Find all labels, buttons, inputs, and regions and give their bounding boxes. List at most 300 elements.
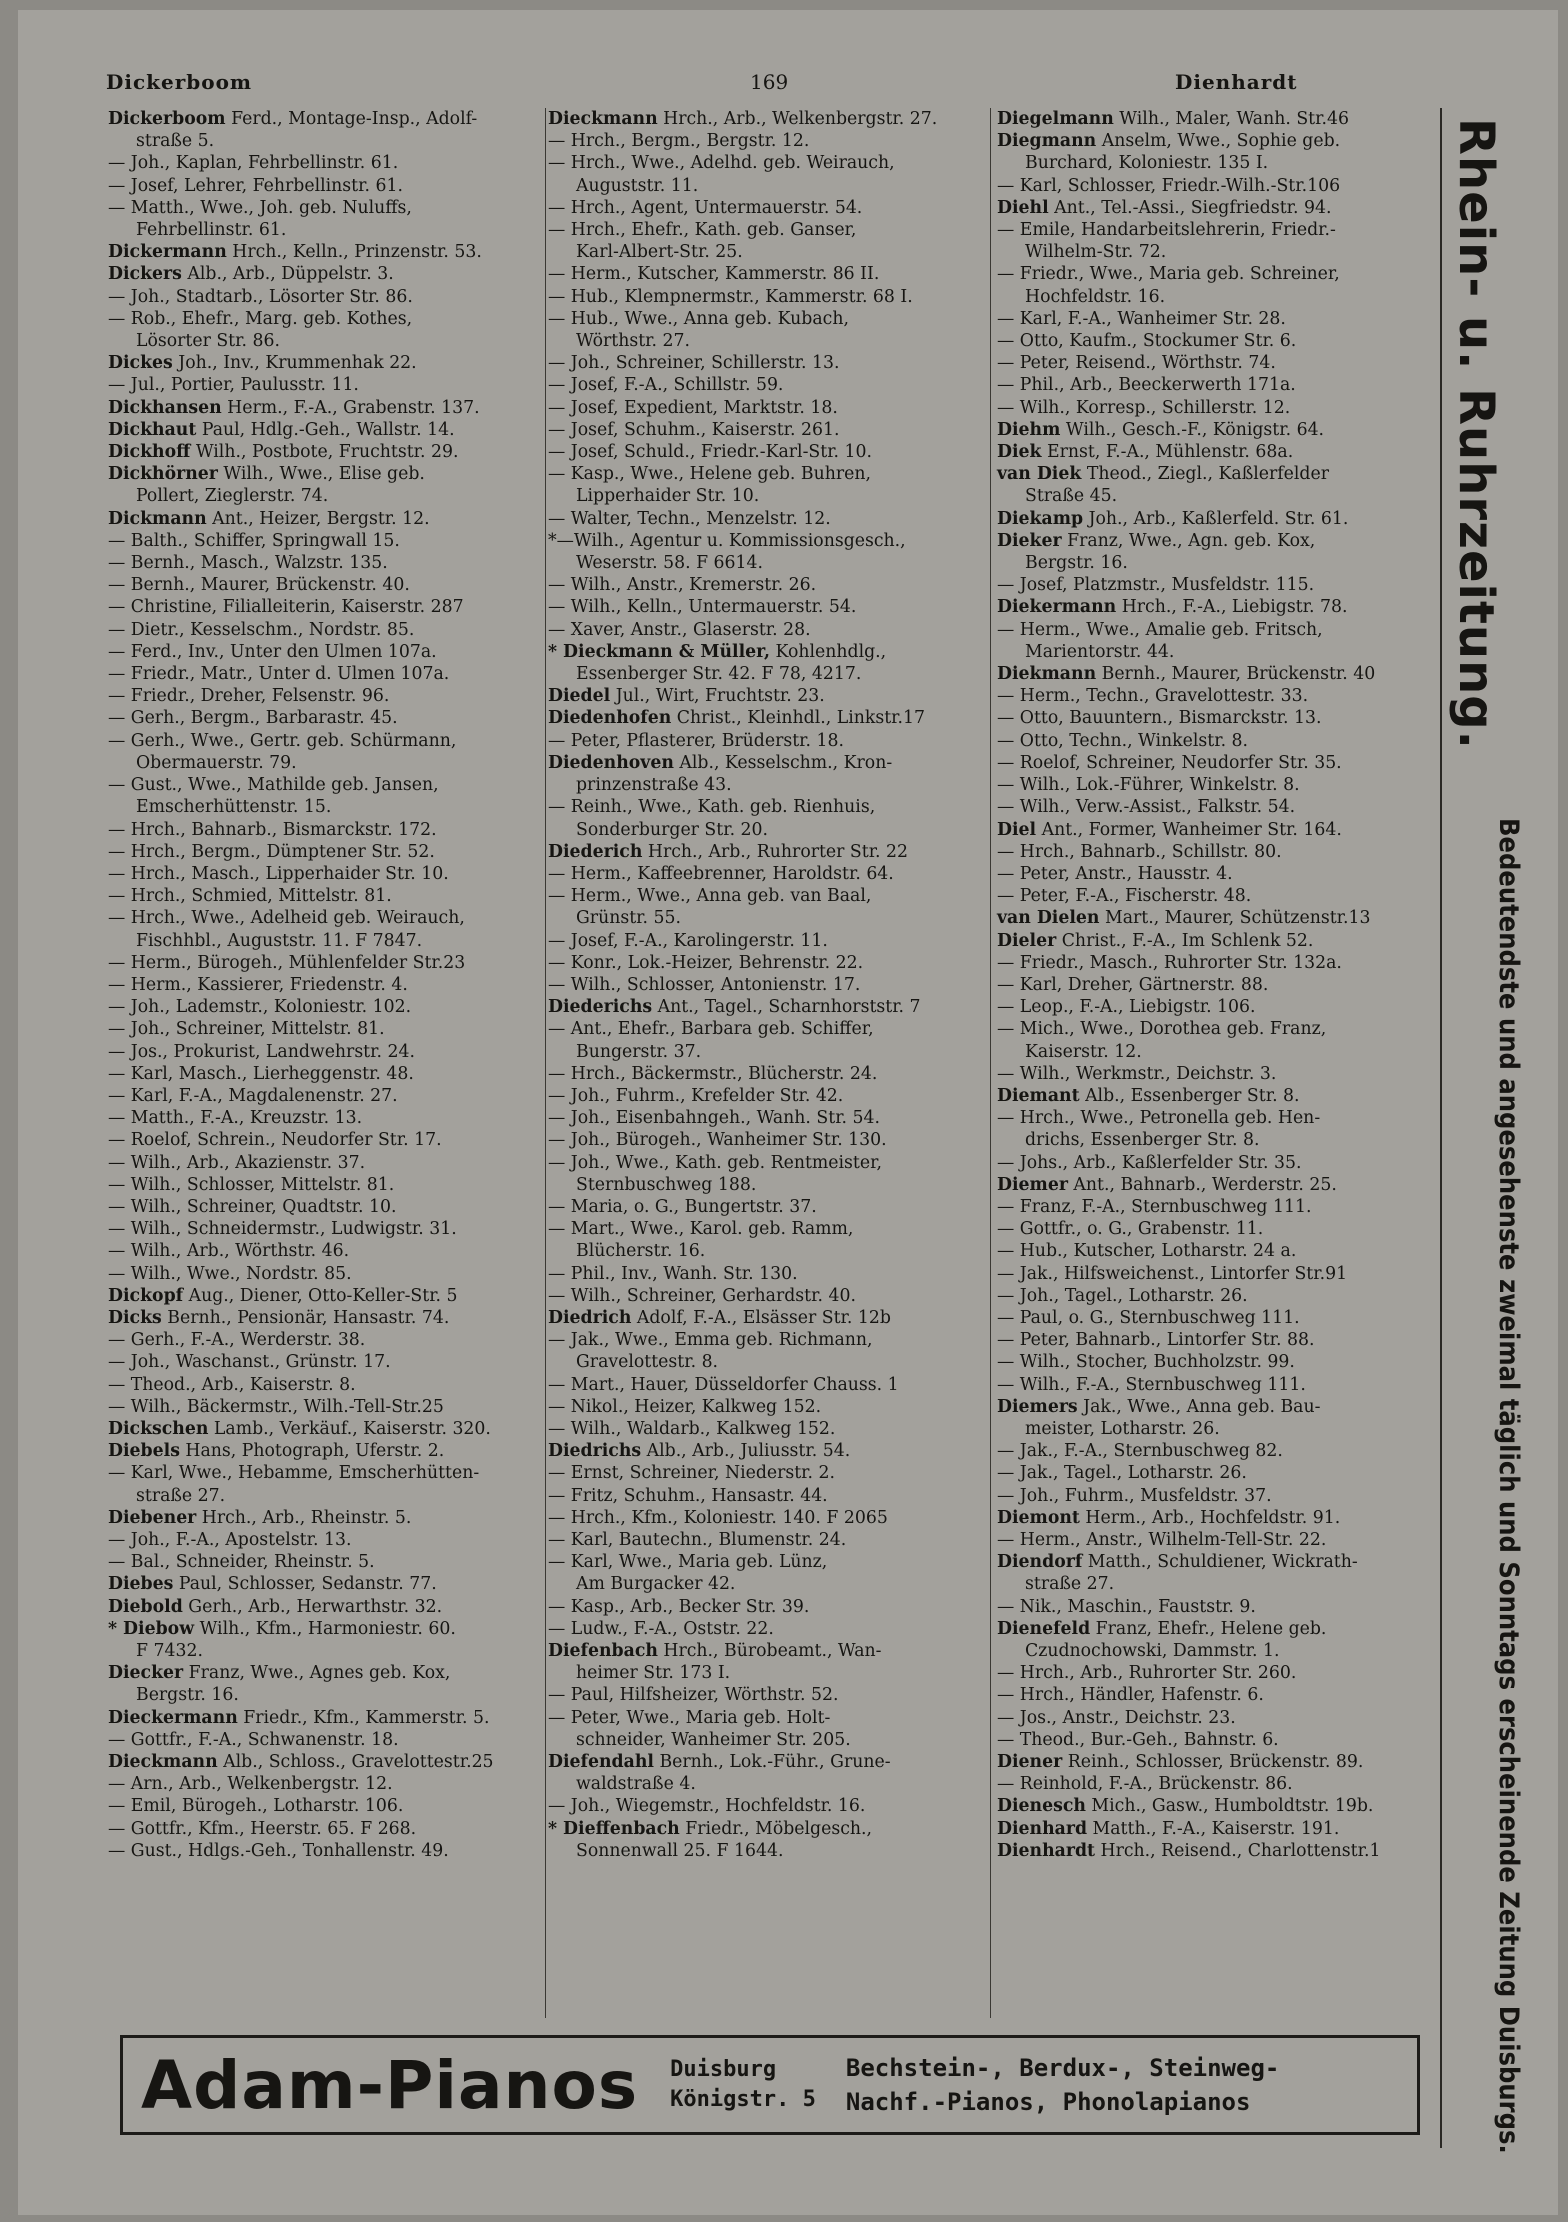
entry-surname: —	[997, 1307, 1015, 1328]
ad-brands-line-1: Bechstein-, Berdux-, Steinweg-	[845, 2054, 1280, 2082]
entry-surname: —	[997, 308, 1015, 329]
entry-details: Joh., Inv., Krummenhak 22.	[172, 353, 417, 374]
ad-brands	[846, 2051, 1279, 2119]
entry-details: Leop., F.-A., Liebigstr. 106.	[1014, 997, 1256, 1018]
directory-entry	[548, 308, 988, 352]
entry-details: Wilh., Lok.-Führer, Winkelstr. 8.	[1014, 775, 1300, 796]
entry-surname: —	[548, 1374, 566, 1395]
directory-entry	[548, 1418, 988, 1440]
entry-surname: Dickes	[108, 353, 173, 374]
directory-entry	[997, 1307, 1437, 1329]
directory-entry	[548, 1440, 988, 1462]
directory-entry	[548, 1818, 988, 1862]
directory-entry	[997, 419, 1437, 441]
entry-details: Wilh., Maler, Wanh. Str.46	[1113, 109, 1349, 129]
entry-details: Ant., Ehefr., Barbara geb. Schiffer,	[565, 1019, 874, 1040]
directory-entry	[108, 1773, 538, 1795]
directory-entry	[548, 1107, 988, 1129]
directory-entry	[108, 1596, 538, 1618]
directory-entry	[548, 1307, 988, 1329]
entry-surname: —	[997, 1485, 1015, 1506]
entry-surname: —	[108, 730, 126, 751]
entry-surname: Dienhardt	[997, 1840, 1096, 1861]
directory-entry	[108, 1840, 538, 1862]
directory-entry	[108, 530, 538, 552]
entry-surname: —	[997, 1063, 1015, 1084]
entry-details: Jak., Hilfsweichenst., Lintorfer Str.91	[1014, 1263, 1348, 1284]
directory-entry	[108, 1818, 538, 1840]
directory-entry	[997, 774, 1437, 796]
directory-entry	[108, 663, 538, 685]
directory-entry	[997, 1329, 1437, 1351]
entry-details: Peter, F.-A., Fischerstr. 48.	[1014, 886, 1252, 907]
entry-details: Christ., Kleinhdl., Linkstr.17	[671, 708, 925, 729]
directory-entry	[548, 730, 988, 752]
entry-details: Alb., Arb., Düppelstr. 3.	[181, 264, 394, 285]
directory-entry	[548, 530, 988, 574]
directory-entry	[108, 596, 538, 618]
entry-surname: Diedenhoven	[548, 752, 674, 773]
entry-surname: —	[548, 286, 566, 307]
entry-details: Hub., Wwe., Anna geb. Kubach,	[565, 308, 849, 329]
directory-entry	[108, 952, 538, 974]
entry-details: Hrch., Ehefr., Kath. geb. Ganser,	[565, 220, 857, 241]
entry-details: Paul, o. G., Sternbuschweg 111.	[1014, 1307, 1300, 1328]
directory-entry	[108, 1729, 538, 1751]
side-ad-tagline: Bedeutendste und angesehenste zweimal täglich und Sonntags erscheinende Zeitung Duisburgs.	[1493, 818, 1524, 2154]
entry-surname: —	[997, 1374, 1015, 1395]
directory-entry	[108, 1152, 538, 1174]
entry-details: Hrch., Agent, Untermauerstr. 54.	[565, 197, 863, 218]
entry-details: Karl, Masch., Lierheggenstr. 48.	[125, 1063, 414, 1084]
entry-surname: Dienhard	[997, 1818, 1088, 1839]
entry-surname: Dickermann	[108, 242, 227, 263]
directory-entry	[108, 1440, 538, 1462]
entry-surname: —	[108, 308, 126, 329]
directory-entry	[997, 574, 1437, 596]
directory-entry	[548, 397, 988, 419]
entry-details: Jul., Wirt, Fruchtstr. 23.	[610, 686, 825, 707]
directory-entry	[997, 1662, 1437, 1684]
entry-details: Herm., Wwe., Anna geb. van Baal,	[565, 886, 872, 907]
entry-details: Gerh., F.-A., Werderstr. 38.	[125, 1330, 366, 1351]
entry-surname: —	[997, 1241, 1015, 1262]
directory-entry	[108, 152, 538, 174]
entry-surname: —	[548, 131, 566, 152]
entry-surname: —	[548, 575, 566, 596]
entry-surname: *—	[548, 530, 574, 551]
entry-surname: —	[548, 1152, 566, 1173]
entry-continuation: Essenberger Str. 42. F 78, 4217.	[576, 664, 862, 685]
directory-entry	[548, 1551, 988, 1595]
ad-city: Duisburg	[670, 2057, 777, 2082]
directory-entry	[108, 419, 538, 441]
entry-surname: —	[997, 1707, 1015, 1728]
directory-entry	[108, 574, 538, 596]
directory-entry	[548, 219, 988, 263]
entry-surname: —	[108, 1063, 126, 1084]
directory-entry	[108, 1529, 538, 1551]
entry-details: Joh., Schreiner, Mittelstr. 81.	[125, 1019, 385, 1040]
directory-entry	[997, 397, 1437, 419]
entry-surname: Diecker	[108, 1663, 184, 1684]
entry-surname: Diekamp	[997, 508, 1084, 529]
entry-continuation: straße 27.	[1025, 1574, 1115, 1595]
entry-surname: —	[108, 1152, 126, 1173]
entry-surname: —	[548, 1618, 566, 1639]
entry-details: Wilh., Wwe., Nordstr. 85.	[125, 1263, 352, 1284]
directory-entry	[108, 1129, 538, 1151]
entry-surname: Diegelmann	[997, 109, 1114, 129]
entry-details: Jak., Wwe., Emma geb. Richmann,	[565, 1330, 873, 1351]
directory-entry	[548, 508, 988, 530]
directory-entry	[108, 352, 538, 374]
entry-details: Ferd., Montage-Insp., Adolf-	[225, 109, 478, 129]
entry-continuation: Blücherstr. 16.	[576, 1241, 706, 1262]
entry-surname: Diemant	[997, 1085, 1080, 1106]
directory-entry	[548, 286, 988, 308]
column-divider	[545, 108, 546, 2018]
entry-surname: Dieker	[997, 530, 1062, 551]
directory-entry	[997, 885, 1437, 907]
entry-surname: —	[548, 220, 566, 241]
entry-surname: * Diebow	[108, 1618, 195, 1639]
entry-surname: —	[548, 419, 566, 440]
entry-surname: —	[548, 508, 566, 529]
entry-surname: —	[997, 1152, 1015, 1173]
entry-surname: —	[997, 397, 1015, 418]
entry-details: Reinh., Wwe., Kath. geb. Rienhuis,	[565, 797, 876, 818]
entry-details: Ant., Bahnarb., Werderstr. 25.	[1067, 1174, 1337, 1195]
entry-details: Joh., Tagel., Lotharstr. 26.	[1014, 1285, 1248, 1306]
directory-entry	[997, 1462, 1437, 1484]
entry-details: Ernst, F.-A., Mühlenstr. 68a.	[1041, 442, 1294, 463]
entry-details: Gerh., Arb., Herwarthstr. 32.	[182, 1596, 443, 1617]
entry-details: Jul., Portier, Paulusstr. 11.	[125, 375, 359, 396]
directory-entry	[548, 1329, 988, 1373]
entry-surname: —	[997, 264, 1015, 285]
entry-surname: —	[548, 886, 566, 907]
entry-continuation: Karl-Albert-Str. 25.	[576, 242, 743, 263]
entry-surname: —	[548, 1330, 566, 1351]
entry-surname: Diebold	[108, 1596, 183, 1617]
directory-entry	[997, 685, 1437, 707]
entry-surname: —	[548, 375, 566, 396]
entry-details: Ant., Heizer, Bergstr. 12.	[206, 508, 430, 529]
directory-entry	[108, 1329, 538, 1351]
directory-entry	[997, 441, 1437, 463]
entry-continuation: prinzenstraße 43.	[576, 775, 732, 796]
entry-surname: —	[548, 464, 566, 485]
entry-surname: Dienesch	[997, 1796, 1086, 1817]
entry-details: Hrch., Bürobeamt., Wan-	[657, 1641, 882, 1662]
ad-brands-line-2: Nachf.-Pianos, Phonolapianos	[845, 2088, 1251, 2116]
entry-continuation: straße 5.	[136, 131, 215, 152]
entry-details: Hrch., Kelln., Prinzenstr. 53.	[226, 242, 482, 263]
entry-surname: —	[108, 1840, 126, 1861]
directory-entry	[997, 1396, 1437, 1440]
entry-surname: —	[548, 1219, 566, 1240]
entry-surname: —	[548, 1485, 566, 1506]
entry-details: Friedr., Masch., Ruhrorter Str. 132a.	[1014, 952, 1342, 973]
entry-details: Theod., Ziegl., Kaßlerfelder	[1081, 464, 1329, 485]
entry-continuation: Bergstr. 16.	[1025, 553, 1128, 574]
directory-entry	[548, 574, 988, 596]
directory-entry	[108, 397, 538, 419]
entry-details: Alb., Kesselschm., Kron-	[673, 752, 893, 773]
directory-entry	[108, 974, 538, 996]
directory-entry	[108, 1707, 538, 1729]
directory-entry	[548, 1751, 988, 1795]
directory-entry	[108, 1307, 538, 1329]
entry-details: Joh., Arb., Kaßlerfeld. Str. 61.	[1083, 508, 1349, 529]
entry-details: Hrch., Bergm., Bergstr. 12.	[565, 131, 810, 152]
entry-surname: * Dieckmann & Müller,	[548, 641, 771, 662]
entry-surname: —	[997, 375, 1015, 396]
entry-surname: —	[997, 775, 1015, 796]
directory-entry	[997, 530, 1437, 574]
directory-entry	[108, 907, 538, 951]
entry-details: Johs., Arb., Kaßlerfelder Str. 35.	[1014, 1152, 1302, 1173]
directory-entry	[997, 1795, 1437, 1817]
entry-surname: —	[108, 641, 126, 662]
entry-details: Phil., Arb., Beeckerwerth 171a.	[1014, 375, 1296, 396]
directory-entry	[548, 930, 988, 952]
directory-entry	[108, 1018, 538, 1040]
directory-entry	[997, 819, 1437, 841]
entry-details: Kohlenhdlg.,	[770, 641, 887, 662]
entry-surname: —	[997, 708, 1015, 729]
directory-entry	[997, 1440, 1437, 1462]
directory-entry	[548, 841, 988, 863]
directory-entry	[108, 1196, 538, 1218]
entry-details: Ferd., Inv., Unter den Ulmen 107a.	[125, 641, 437, 662]
directory-entry	[108, 1218, 538, 1240]
entry-surname: —	[548, 442, 566, 463]
entry-surname: —	[548, 1596, 566, 1617]
entry-surname: Dieckermann	[108, 1707, 238, 1728]
entry-surname: —	[548, 353, 566, 374]
directory-entry	[548, 1129, 988, 1151]
entry-details: Wilh., Kelln., Untermauerstr. 54.	[565, 597, 857, 618]
entry-surname: —	[997, 1196, 1015, 1217]
entry-details: Emile, Handarbeitslehrerin, Friedr.-	[1014, 220, 1336, 241]
directory-entry	[108, 619, 538, 641]
entry-surname: —	[108, 997, 126, 1018]
entry-details: Rob., Ehefr., Marg. geb. Kothes,	[125, 308, 413, 329]
entry-details: Herm., Wwe., Amalie geb. Fritsch,	[1014, 619, 1323, 640]
entry-details: Gust., Wwe., Mathilde geb. Jansen,	[125, 775, 439, 796]
entry-continuation: Hochfeldstr. 16.	[1025, 286, 1166, 307]
entry-surname: —	[108, 775, 126, 796]
directory-entry	[548, 863, 988, 885]
directory-entry	[548, 885, 988, 929]
entry-surname: Diehl	[997, 197, 1049, 218]
directory-entry	[997, 1707, 1437, 1729]
entry-surname: —	[548, 1685, 566, 1706]
entry-surname: —	[997, 220, 1015, 241]
entry-surname: Dickhoff	[108, 442, 191, 463]
entry-details: Jos., Prokurist, Landwehrstr. 24.	[125, 1041, 415, 1062]
entry-surname: —	[108, 1796, 126, 1817]
directory-entry	[997, 1374, 1437, 1396]
directory-entry	[997, 907, 1437, 929]
directory-entry	[997, 1152, 1437, 1174]
directory-entry	[548, 1374, 988, 1396]
entry-surname: —	[108, 841, 126, 862]
directory-entry	[997, 1196, 1437, 1218]
directory-entry	[108, 286, 538, 308]
directory-entry	[108, 685, 538, 707]
directory-entry	[108, 108, 538, 152]
directory-entry	[548, 1795, 988, 1817]
entry-details: Ant., Tel.-Assi., Siegfriedstr. 94.	[1048, 197, 1332, 218]
entry-details: Paul, Schlosser, Sedanstr. 77.	[173, 1574, 437, 1595]
entry-surname: Dienefeld	[997, 1618, 1091, 1639]
entry-details: Hrch., Bahnarb., Schillstr. 80.	[1014, 841, 1282, 862]
entry-surname: van Dielen	[997, 908, 1100, 929]
entry-details: Nik., Maschin., Fauststr. 9.	[1014, 1596, 1256, 1617]
entry-details: Jos., Anstr., Deichstr. 23.	[1014, 1707, 1236, 1728]
entry-details: Hrch., Arb., Rheinstr. 5.	[196, 1507, 412, 1528]
entry-surname: —	[548, 930, 566, 951]
entry-surname: —	[108, 1174, 126, 1195]
directory-entry	[108, 1418, 538, 1440]
entry-surname: —	[108, 1729, 126, 1750]
entry-details: Ant., Former, Wanheimer Str. 164.	[1036, 819, 1342, 840]
entry-surname: —	[997, 1330, 1015, 1351]
entry-details: Wilh., Stocher, Buchholzstr. 99.	[1014, 1352, 1295, 1373]
entry-details: Herm., Kutscher, Kammerstr. 86 II.	[565, 264, 880, 285]
directory-entry	[548, 108, 988, 130]
directory-entry	[548, 1507, 988, 1529]
entry-details: Joh., Wwe., Kath. geb. Rentmeister,	[565, 1152, 882, 1173]
entry-details: Karl, Schlosser, Friedr.-Wilh.-Str.106	[1014, 175, 1341, 196]
directory-entry	[108, 374, 538, 396]
entry-details: Otto, Techn., Winkelstr. 8.	[1014, 730, 1249, 751]
entry-surname: —	[108, 1330, 126, 1351]
directory-entry	[548, 1640, 988, 1684]
entry-details: Wilh., Waldarb., Kalkweg 152.	[565, 1418, 836, 1439]
entry-surname: Diegmann	[997, 131, 1097, 152]
directory-entry	[108, 996, 538, 1018]
entry-details: Joh., Eisenbahngeh., Wanh. Str. 54.	[565, 1108, 881, 1129]
entry-details: Hrch., Bahnarb., Bismarckstr. 172.	[125, 819, 437, 840]
directory-entry	[108, 1462, 538, 1506]
directory-entry	[108, 508, 538, 530]
entry-details: Paul, Hdlg.-Geh., Wallstr. 14.	[196, 419, 455, 440]
entry-details: Bal., Schneider, Rheinstr. 5.	[125, 1552, 375, 1573]
directory-entry	[108, 1063, 538, 1085]
entry-details: Theod., Bur.-Geh., Bahnstr. 6.	[1014, 1729, 1279, 1750]
directory-entry	[997, 841, 1437, 863]
directory-entry	[997, 1596, 1437, 1618]
entry-surname: —	[997, 1285, 1015, 1306]
directory-entry	[997, 707, 1437, 729]
entry-surname: —	[548, 264, 566, 285]
directory-entry	[108, 641, 538, 663]
entry-details: Peter, Reisend., Wörthstr. 74.	[1014, 353, 1276, 374]
directory-entry	[108, 1174, 538, 1196]
directory-entry	[548, 1085, 988, 1107]
directory-entry	[548, 1018, 988, 1062]
entry-details: Alb., Schloss., Gravelottestr.25	[217, 1752, 494, 1773]
entry-surname: —	[108, 286, 126, 307]
entry-surname: —	[108, 1241, 126, 1262]
entry-surname: —	[108, 575, 126, 596]
directory-entry	[997, 463, 1437, 507]
entry-details: Matth., Schuldiener, Wickrath-	[1082, 1552, 1358, 1573]
entry-details: Lamb., Verkäuf., Kaiserstr. 320.	[208, 1418, 491, 1439]
entry-details: Friedr., Wwe., Maria geb. Schreiner,	[1014, 264, 1340, 285]
directory-entry	[108, 1795, 538, 1817]
entry-continuation: Sonderburger Str. 20.	[576, 819, 769, 840]
entry-details: Wilh., Werkmstr., Deichstr. 3.	[1014, 1063, 1277, 1084]
directory-entry	[548, 1218, 988, 1262]
directory-entry	[997, 1263, 1437, 1285]
entry-details: Nikol., Heizer, Kalkweg 152.	[565, 1396, 822, 1417]
entry-surname: —	[108, 1530, 126, 1550]
directory-entry	[997, 1840, 1437, 1862]
entry-details: Hrch., Bergm., Dümptener Str. 52.	[125, 841, 435, 862]
entry-surname: —	[997, 1019, 1015, 1040]
entry-surname: Diebener	[108, 1507, 197, 1528]
entry-details: Ant., Tagel., Scharnhorststr. 7	[652, 997, 921, 1018]
entry-surname: —	[997, 1663, 1015, 1684]
directory-entry	[548, 1462, 988, 1484]
entry-details: Jak., Tagel., Lotharstr. 26.	[1014, 1463, 1247, 1484]
entry-surname: —	[548, 863, 566, 884]
entry-surname: —	[548, 1396, 566, 1417]
entry-details: Christ., F.-A., Im Schlenk 52.	[1056, 930, 1314, 951]
directory-entry	[548, 352, 988, 374]
directory-entry	[997, 1485, 1437, 1507]
entry-continuation: Sternbuschweg 188.	[576, 1174, 757, 1195]
entry-details: Karl, Wwe., Hebamme, Emscherhütten-	[125, 1463, 480, 1484]
entry-details: Arn., Arb., Welkenbergstr. 12.	[125, 1774, 393, 1795]
entry-details: Gust., Hdlgs.-Geh., Tonhallenstr. 49.	[125, 1840, 449, 1861]
entry-surname: —	[997, 1774, 1015, 1795]
directory-entry	[108, 175, 538, 197]
entry-details: Josef, F.-A., Schillstr. 59.	[565, 375, 784, 396]
entry-surname: Diemers	[997, 1396, 1078, 1417]
entry-details: Christine, Filialleiterin, Kaiserstr. 287	[125, 597, 464, 618]
entry-details: Mich., Gasw., Humboldtstr. 19b.	[1085, 1796, 1374, 1817]
directory-entry	[997, 796, 1437, 818]
entry-details: Josef, Schuhm., Kaiserstr. 261.	[565, 419, 840, 440]
entry-details: Jak., F.-A., Sternbuschweg 82.	[1014, 1441, 1283, 1462]
entry-details: Herm., Arb., Hochfeldstr. 91.	[1079, 1507, 1341, 1528]
entry-continuation: Marientorstr. 44.	[1025, 641, 1175, 662]
entry-continuation: Burchard, Koloniestr. 135 I.	[1025, 153, 1269, 174]
directory-entry	[548, 1396, 988, 1418]
entry-details: Joh., Waschanst., Grünstr. 17.	[125, 1352, 391, 1373]
entry-details: Wilh., Gesch.-F., Königstr. 64.	[1060, 419, 1325, 440]
directory-entry	[997, 1218, 1437, 1240]
entry-surname: Dickerboom	[108, 109, 226, 129]
entry-surname: —	[108, 1019, 126, 1040]
entry-details: Joh., Kaplan, Fehrbellinstr. 61.	[125, 153, 399, 174]
entry-surname: —	[997, 1352, 1015, 1373]
entry-details: Wilh., Schlosser, Mittelstr. 81.	[125, 1174, 395, 1195]
entry-surname: Diel	[997, 819, 1037, 840]
entry-continuation: Fischhbl., Auguststr. 11. F 7847.	[136, 930, 423, 951]
entry-details: Hub., Kutscher, Lotharstr. 24 a.	[1014, 1241, 1297, 1262]
entry-surname: —	[997, 1263, 1015, 1284]
directory-entry	[108, 1507, 538, 1529]
entry-continuation: schneider, Wanheimer Str. 205.	[576, 1729, 851, 1750]
entry-continuation: Kaiserstr. 12.	[1025, 1041, 1142, 1062]
